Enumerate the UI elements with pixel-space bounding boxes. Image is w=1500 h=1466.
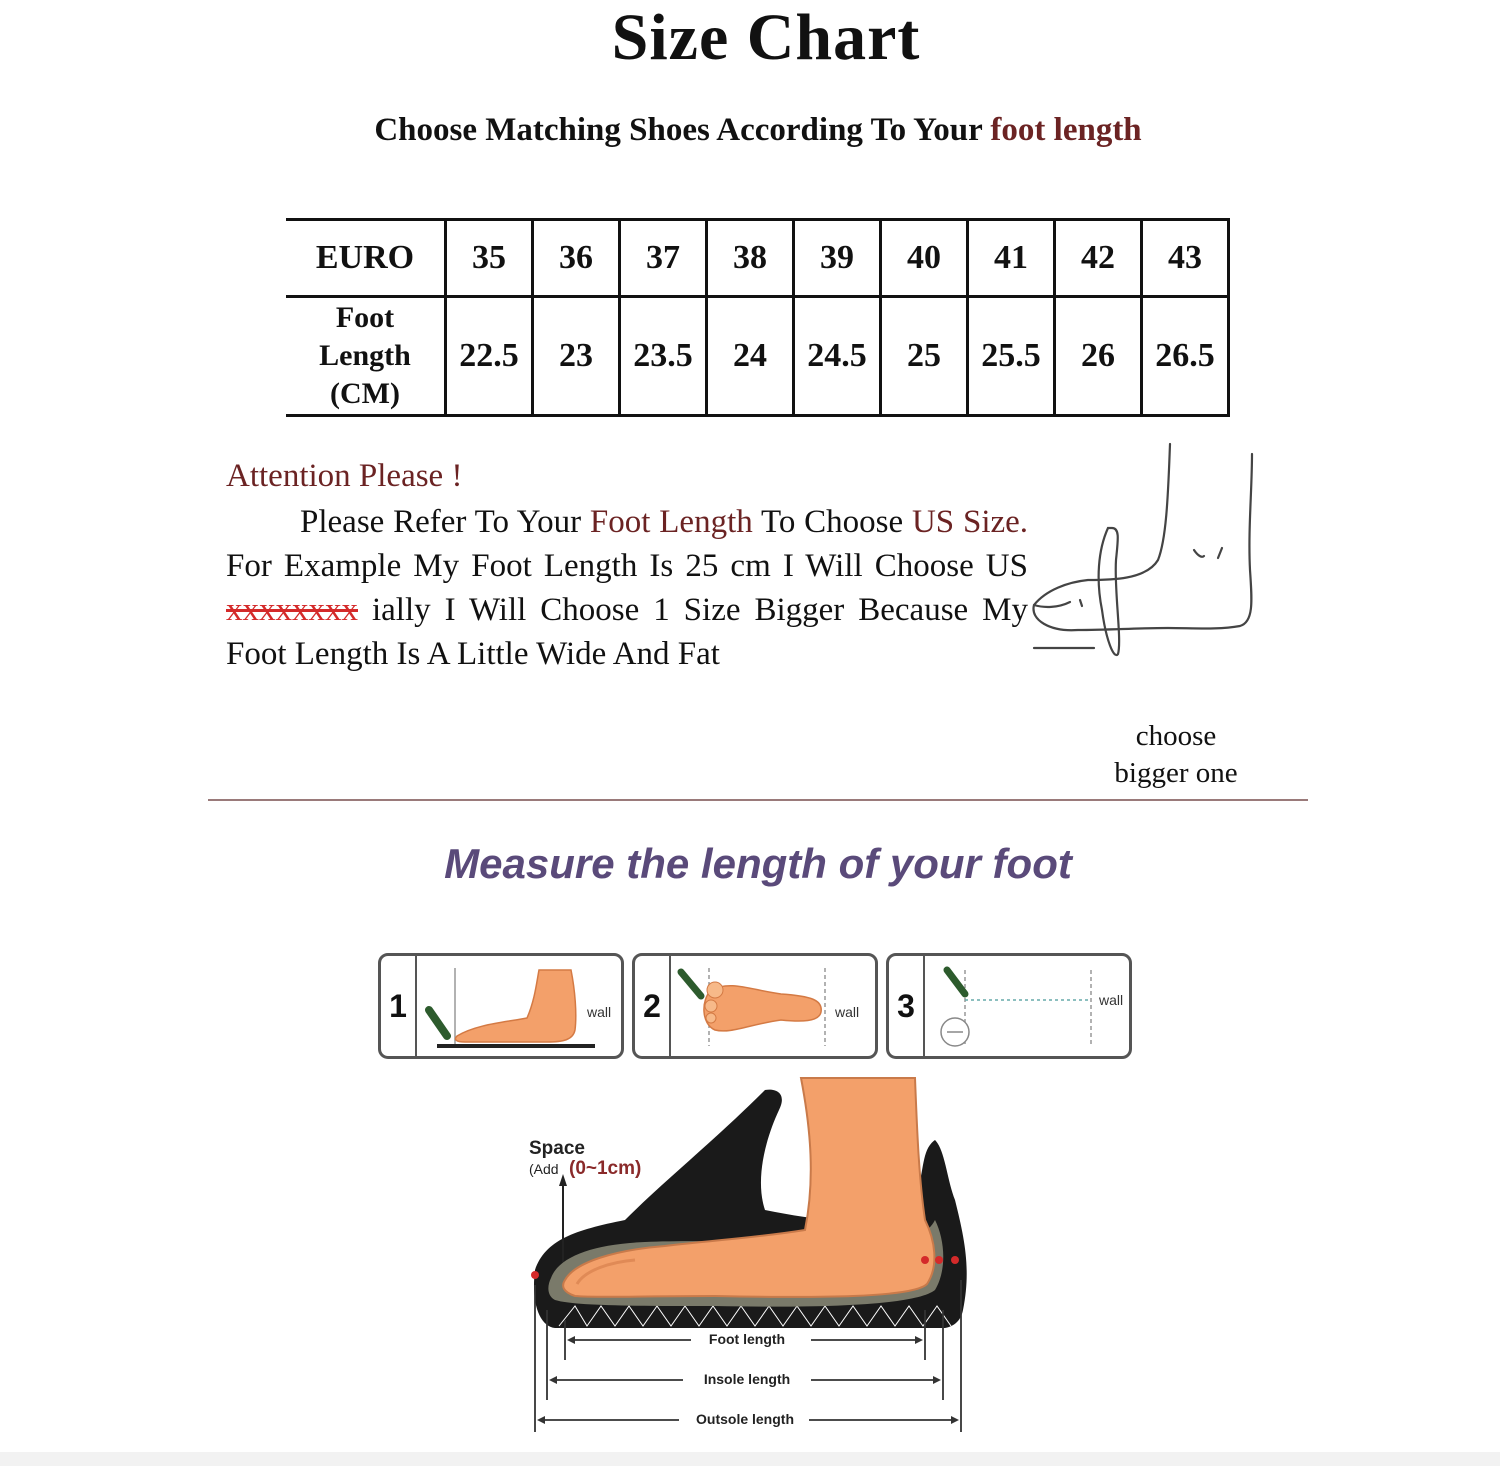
page-subtitle [0, 112, 1500, 149]
foot-length-label: Foot length [708, 1331, 786, 1347]
euro-header: EURO [286, 220, 446, 297]
foot-length-cell: 23 [533, 297, 620, 416]
euro-size-cell: 38 [707, 220, 794, 297]
foot-length-cell: 25.5 [968, 297, 1055, 416]
choose-bigger-caption [1096, 718, 1256, 792]
attention-title: Attention Please ! [226, 458, 463, 494]
measure-step-1 [378, 953, 624, 1059]
size-table [286, 218, 1230, 417]
measure-step-2 [632, 953, 878, 1059]
foot-length-header-line: Foot [335, 301, 395, 334]
attention-highlight: Foot Length [589, 504, 753, 540]
add-range-label: (0~1cm) [569, 1158, 642, 1179]
caption-line: choose [1135, 720, 1217, 752]
space-label: Space [529, 1138, 585, 1159]
step-number: 2 [635, 956, 671, 1056]
attention-text: Please Refer To Your [300, 504, 582, 540]
attention-body [226, 500, 1028, 676]
euro-size-cell: 36 [533, 220, 620, 297]
measure-title: Measure the length of your foot [444, 840, 1072, 887]
attention-text: ially I Will Choose 1 Size Bigger Because My Foot Length Is A Little Wide And Fat [226, 592, 1028, 672]
euro-size-cell: 42 [1055, 220, 1142, 297]
foot-length-header [286, 297, 446, 416]
attention-highlight: US Size. [911, 504, 1029, 540]
foot-length-cell: 24.5 [794, 297, 881, 416]
foot-length-header-line: (CM) [330, 377, 400, 410]
add-label: (Add [529, 1161, 559, 1177]
foot-length-cell: 23.5 [620, 297, 707, 416]
wall-label: wall [835, 1004, 860, 1020]
foot-length-header-line: Length [319, 339, 411, 372]
step-number: 3 [889, 956, 925, 1056]
subtitle-text: Choose Matching Shoes According To Your [374, 112, 983, 148]
foot-length-cell: 25 [881, 297, 968, 416]
euro-size-cell: 35 [446, 220, 533, 297]
euro-size-cell: 39 [794, 220, 881, 297]
ruler-measure-icon [925, 960, 1125, 1054]
subtitle-highlight: foot length [990, 112, 1142, 148]
measure-step-3 [886, 953, 1132, 1059]
euro-size-cell: 43 [1142, 220, 1229, 297]
caption-line: bigger one [1114, 757, 1238, 789]
attention-redacted: xxxxxxxx [226, 592, 358, 628]
foot-length-cell: 26.5 [1142, 297, 1229, 416]
outsole-length-label: Outsole length [696, 1411, 794, 1427]
foot-sketch-illustration [1018, 440, 1268, 670]
shoe-cross-section-diagram [515, 1070, 985, 1440]
foot-length-cell: 22.5 [446, 297, 533, 416]
bottom-band [0, 1452, 1500, 1466]
insole-length-label: Insole length [703, 1371, 791, 1387]
section-divider [208, 799, 1308, 801]
foot-length-cell: 26 [1055, 297, 1142, 416]
table-row-foot-length [286, 297, 1229, 416]
foot-length-cell: 24 [707, 297, 794, 416]
attention-text: For Example My Foot Length Is 25 cm I Will Choose US [226, 548, 1028, 584]
table-row-euro [286, 220, 1229, 297]
euro-size-cell: 37 [620, 220, 707, 297]
wall-label: wall [1099, 992, 1124, 1008]
attention-text: To Choose [760, 504, 904, 540]
step-number: 1 [381, 956, 417, 1056]
euro-size-cell: 41 [968, 220, 1055, 297]
euro-size-cell: 40 [881, 220, 968, 297]
wall-label: wall [587, 1004, 612, 1020]
page-title: Size Chart [611, 1, 921, 74]
